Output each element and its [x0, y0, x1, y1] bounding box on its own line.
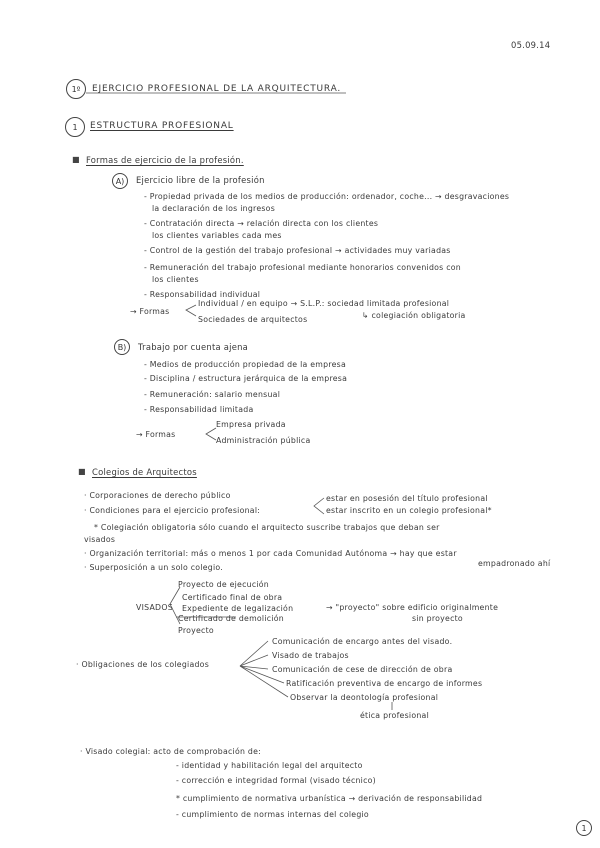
a-line: - Contratación directa → relación directa con los clientes	[144, 219, 379, 228]
visado-colegial-label: · Visado colegial: acto de comprobación de:	[80, 747, 262, 756]
a-title: Ejercicio libre de la profesión	[136, 175, 265, 185]
visados-note-2: sin proyecto	[412, 614, 463, 623]
date: 05.09.14	[511, 40, 551, 50]
b-line: - Medios de producción propiedad de la empresa	[144, 360, 347, 369]
obligacion-item: Comunicación de encargo antes del visado.	[272, 637, 453, 646]
b-line: - Remuneración: salario mensual	[144, 390, 281, 399]
colegios-item: * Colegiación obligatoria sólo cuando el arquitecto suscribe trabajos que deban ser	[94, 523, 440, 532]
section1-title: ESTRUCTURA PROFESIONAL	[90, 121, 234, 131]
a-line: - Control de la gestión del trabajo profesional → actividades muy variadas	[144, 246, 451, 255]
condicion-1: estar en posesión del título profesional	[326, 494, 488, 503]
colegios-item: · Organización territorial: más o menos 1 por cada Comunidad Autónoma → hay que estar	[84, 549, 457, 558]
obligacion-item: Comunicación de cese de dirección de obra	[272, 665, 453, 674]
colegios-heading: Colegios de Arquitectos	[92, 467, 197, 477]
bullet-square-icon: ■	[72, 155, 80, 164]
visados-note-1: → "proyecto" sobre edificio originalmente	[326, 603, 499, 612]
bullet-square-icon: ■	[78, 467, 86, 476]
b-label: B)	[117, 342, 127, 352]
section1-number-text: 1	[72, 122, 78, 132]
a-formas-opt1: Individual / en equipo → S.L.P.: sociedad limitada profesional	[198, 299, 450, 308]
colegios-item: · Condiciones para el ejercicio profesional:	[84, 506, 261, 515]
visados-item: Certificado final de obra	[182, 593, 283, 602]
visados-item: Proyecto de ejecución	[178, 580, 270, 589]
a-formas-label: → Formas	[130, 307, 170, 316]
visados-item: Proyecto	[178, 626, 214, 635]
b-title: Trabajo por cuenta ajena	[138, 342, 249, 352]
a-line: - Responsabilidad individual	[144, 290, 261, 299]
main-title-number	[66, 79, 86, 99]
b-line: - Disciplina / estructura jerárquica de la empresa	[144, 374, 348, 383]
main-title-number-text: 1º	[71, 84, 81, 94]
condicion-2: estar inscrito en un colegio profesional*	[326, 506, 492, 515]
visado-colegial-item: - cumplimiento de normas internas del colegio	[176, 810, 369, 819]
a-line: - Propiedad privada de los medios de producción: ordenador, coche... → desgravaciones	[144, 192, 510, 201]
visado-colegial-item: * cumplimiento de normativa urbanística → derivación de responsabilidad	[176, 794, 483, 803]
obligacion-item: Observar la deontología profesional	[290, 693, 439, 702]
a-line: los clientes	[152, 275, 199, 284]
main-title: EJERCICIO PROFESIONAL DE LA ARQUITECTURA.	[92, 84, 342, 94]
visados-item: Expediente de legalización	[182, 604, 294, 613]
visados-label: VISADOS	[136, 603, 173, 612]
b-formas-opt2: Administración pública	[216, 436, 311, 445]
a-line: - Remuneración del trabajo profesional mediante honorarios convenidos con	[144, 263, 461, 272]
obligacion-item: Ratificación preventiva de encargo de informes	[286, 679, 483, 688]
colegios-item: · Corporaciones de derecho público	[84, 491, 231, 500]
visados-item: Certificado de demolición	[178, 614, 284, 623]
section1-number	[65, 117, 85, 137]
colegios-item: · Superposición a un solo colegio.	[84, 563, 224, 572]
obligacion-item: Visado de trabajos	[272, 651, 349, 660]
obligaciones-label: · Obligaciones de los colegiados	[76, 660, 210, 669]
a-formas-opt1b: ↳ colegiación obligatoria	[362, 311, 466, 320]
a-line: los clientes variables cada mes	[152, 231, 282, 240]
b-label-circle	[114, 339, 130, 355]
a-label: A)	[115, 176, 125, 186]
etica-note: ética profesional	[360, 711, 429, 720]
empadronado-note: empadronado ahí	[478, 559, 551, 568]
page-number: 1	[581, 823, 587, 833]
a-formas-opt2: Sociedades de arquitectos	[198, 315, 308, 324]
visado-colegial-item: - corrección e integridad formal (visado técnico)	[176, 776, 376, 785]
a-label-circle	[112, 173, 128, 189]
colegios-item: visados	[84, 535, 116, 544]
a-line: la declaración de los ingresos	[152, 204, 276, 213]
b-line: - Responsabilidad limitada	[144, 405, 254, 414]
formas-heading: Formas de ejercicio de la profesión.	[86, 155, 244, 165]
b-formas-label: → Formas	[136, 430, 176, 439]
visado-colegial-item: - identidad y habilitación legal del arquitecto	[176, 761, 363, 770]
page-number-circle	[576, 820, 592, 836]
b-formas-opt1: Empresa privada	[216, 420, 286, 429]
